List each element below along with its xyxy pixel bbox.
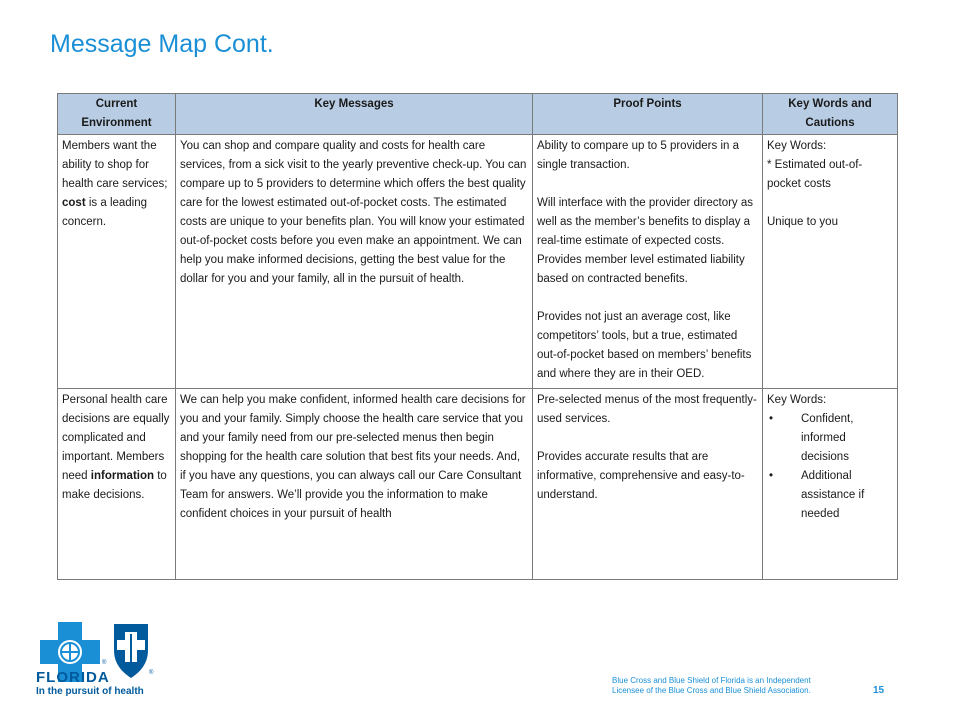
cell-proof-points — [533, 135, 763, 389]
list-item — [767, 467, 893, 524]
table-row — [58, 389, 898, 580]
proof-point: Provides accurate results that are informative, comprehensive and easy-to-understand. — [537, 451, 745, 501]
svg-text:®: ® — [149, 670, 154, 676]
env-text: is a leading concern. — [62, 197, 148, 228]
cell-key-message — [176, 389, 533, 580]
table-row — [58, 135, 898, 389]
proof-point: Ability to compare up to 5 providers in a single transaction. — [537, 140, 739, 171]
cell-current-environment — [58, 135, 176, 389]
key-word: * Estimated out-of-pocket costs — [767, 159, 863, 190]
cell-key-words — [763, 389, 898, 580]
footer-disclaimer — [612, 676, 811, 696]
disclaimer-line: Licensee of the Blue Cross and Blue Shield Association. — [612, 686, 811, 695]
cell-proof-points — [533, 389, 763, 580]
header-proof-points: Proof Points — [533, 94, 763, 135]
env-text: to make decisions. — [62, 470, 167, 501]
key-message-text: You can shop and compare quality and costs for health care services, from a sick visit to the yearly preventive check-up. You can compare up to 5 providers to determine which offers the best quality care for the lowest estimated out-of-pocket costs. The estimated costs are unique to your benefits plan. You will know your estimated out-of-pocket costs before you even make an appointment. We can help you make informed decisions, getting the best value for the dollar for you and your family, all in the pursuit of health. — [180, 140, 527, 285]
header-key-words: Key Words and Cautions — [763, 94, 898, 135]
logo-tagline: In the pursuit of health — [36, 686, 144, 697]
bullet-icon: • — [769, 470, 774, 482]
page-number: 15 — [873, 685, 885, 696]
header-key-messages: Key Messages — [176, 94, 533, 135]
env-text: Personal health care decisions are equally complicated and important. Members need — [62, 394, 170, 482]
header-current-environment: Current Environment — [58, 94, 176, 135]
env-emphasis: information — [90, 470, 155, 482]
cell-current-environment — [58, 389, 176, 580]
message-map-table — [57, 93, 898, 580]
disclaimer-line: Blue Cross and Blue Shield of Florida is an Independent — [612, 676, 811, 685]
key-words-list — [767, 410, 893, 524]
key-word: Unique to you — [767, 216, 838, 228]
proof-point: Pre-selected menus of the most frequently-used services. — [537, 394, 757, 425]
env-text: Members want the ability to shop for health care services; — [62, 140, 168, 190]
logo-wordmark: FLORIDA — [36, 669, 110, 686]
svg-text:®: ® — [102, 660, 107, 666]
key-message-text: We can help you make confident, informed health care decisions for you and your family. Simply choose the health care service that you and your family need from our pre-selected menus then begin shopping for the health care solution that best fits your needs. And, if you have any questions, you can always call our Care Consultant Team for answers. We’ll provide you the information to make confident choices in your pursuit of health — [180, 394, 526, 520]
key-word: Confident, informed decisions — [801, 413, 854, 463]
list-item — [767, 410, 893, 467]
proof-point: Will interface with the provider directory as well as the member’s benefits to display a real-time estimate of expected costs. Provides member level estimated liability based on contracted benefits. — [537, 197, 754, 285]
proof-point: Provides not just an average cost, like competitors’ tools, but a true, estimated out-of-pocket based on members’ benefits and where they are in their OED. — [537, 311, 752, 380]
env-emphasis: cost — [62, 197, 86, 209]
blue-shield-icon — [114, 624, 148, 678]
table-header-row — [58, 94, 898, 135]
cell-key-message — [176, 135, 533, 389]
key-words-label: Key Words: — [767, 140, 827, 152]
key-word: Additional assistance if needed — [801, 470, 865, 520]
cell-key-words — [763, 135, 898, 389]
bullet-icon: • — [769, 413, 774, 425]
slide-title: Message Map Cont. — [50, 30, 274, 58]
key-words-label: Key Words: — [767, 394, 827, 406]
